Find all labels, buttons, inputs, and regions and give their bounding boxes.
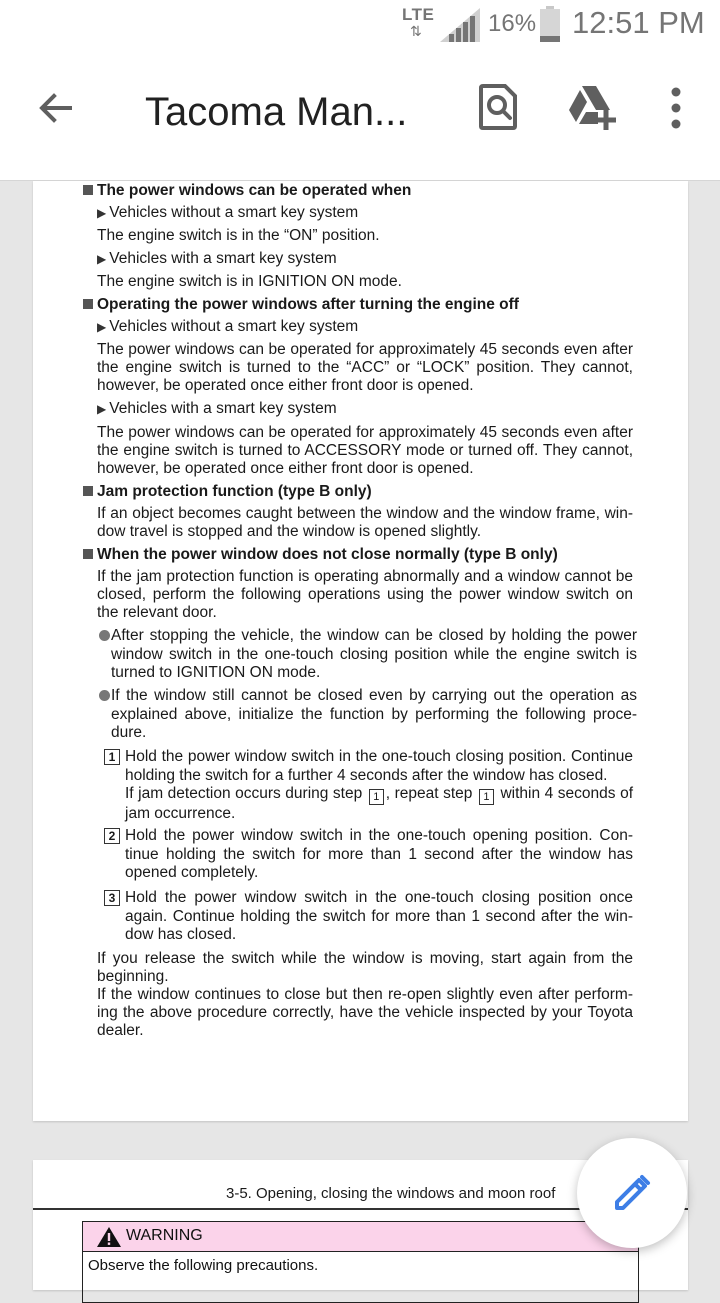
paragraph: The engine switch is in the “ON” position. bbox=[97, 227, 380, 244]
square-bullet-icon bbox=[83, 549, 93, 559]
data-arrows-icon: ⇅ bbox=[410, 23, 422, 39]
bullet-item: If the window still cannot be closed even by carrying out the operation as explained above, initialize the function by performing the following procedure. bbox=[111, 687, 637, 741]
more-vert-icon bbox=[664, 82, 688, 134]
edit-fab-button[interactable] bbox=[577, 1138, 687, 1248]
step-number: 3 bbox=[104, 890, 120, 906]
section-heading: Jam protection function (type B only) bbox=[83, 483, 372, 501]
battery-percent: 16% bbox=[488, 10, 537, 37]
section-heading: The power windows can be operated when bbox=[83, 182, 411, 200]
warning-header bbox=[83, 1222, 638, 1252]
subcondition-label: ▶ Vehicles with a smart key system bbox=[97, 400, 337, 417]
triangle-bullet-icon: ▶ bbox=[97, 320, 107, 334]
subcondition-label: ▶ Vehicles without a smart key system bbox=[97, 204, 359, 221]
add-to-drive-button[interactable] bbox=[566, 82, 618, 134]
subcondition-label: ▶ Vehicles with a smart key system bbox=[97, 250, 337, 267]
page-section-header: 3-5. Opening, closing the windows and moon roof bbox=[226, 1185, 556, 1202]
warning-text: Observe the following precautions. bbox=[88, 1257, 319, 1274]
square-bullet-icon bbox=[83, 486, 93, 496]
section-heading: When the power window does not close normally (type B only) bbox=[83, 546, 558, 564]
back-button[interactable] bbox=[30, 84, 80, 134]
triangle-bullet-icon: ▶ bbox=[97, 206, 107, 220]
step-text: Hold the power window switch in the one-touch closing position. Continue holding the switch for a further 4 seconds after the window has closed. bbox=[125, 748, 633, 784]
step-note: If jam detection occurs during step 1 , repeat step 1 within 4 seconds of jam occurrence. bbox=[125, 785, 633, 822]
paragraph: If the window continues to close but then re-open slightly even after performing the above procedure correctly, have the vehicle inspected by your Toyota dealer. bbox=[97, 986, 633, 1040]
section-heading: Operating the power windows after turning the engine off bbox=[83, 296, 519, 314]
paragraph: If you release the switch while the window is moving, start again from the beginning. bbox=[97, 950, 633, 986]
battery-icon bbox=[539, 6, 561, 42]
step-number: 2 bbox=[104, 828, 120, 844]
warning-label: WARNING bbox=[126, 1227, 203, 1244]
app-bar bbox=[0, 48, 720, 181]
clock: 12:51 PM bbox=[572, 5, 705, 40]
step-text: Hold the power window switch in the one-touch closing position once again. Continue holding the switch for more than 1 second after the window has closed. bbox=[125, 889, 633, 943]
document-page bbox=[33, 181, 688, 1121]
edit-pencil-icon bbox=[611, 1172, 653, 1214]
find-in-page-icon bbox=[474, 80, 522, 134]
paragraph: The power windows can be operated for approximately 45 seconds even after the engine switch is turned to ACCESSORY mode or turned off. They cannot, however, be operated once either front door is opened. bbox=[97, 424, 633, 478]
more-options-button[interactable] bbox=[664, 82, 688, 134]
circle-bullet-icon bbox=[99, 690, 110, 701]
triangle-bullet-icon: ▶ bbox=[97, 402, 107, 416]
step-number: 1 bbox=[104, 749, 120, 765]
subcondition-label: ▶ Vehicles without a smart key system bbox=[97, 318, 359, 335]
find-in-page-button[interactable] bbox=[474, 80, 522, 134]
square-bullet-icon bbox=[83, 299, 93, 309]
bullet-item: After stopping the vehicle, the window can be closed by holding the power window switch in the one-touch closing position while the engine switch is turned to IGNITION ON mode. bbox=[111, 627, 637, 681]
paragraph: The power windows can be operated for approximately 45 seconds even after the engine switch is turned to the “ACC” or “LOCK” position. They cannot, however, be operated once either front door is opened. bbox=[97, 341, 633, 395]
step-reference: 1 bbox=[479, 789, 494, 805]
circle-bullet-icon bbox=[99, 630, 110, 641]
add-to-drive-icon bbox=[566, 82, 618, 134]
back-arrow-icon bbox=[30, 84, 80, 134]
triangle-bullet-icon: ▶ bbox=[97, 252, 107, 266]
document-title: Tacoma Man... bbox=[145, 90, 408, 134]
step-reference: 1 bbox=[369, 789, 384, 805]
signal-icon bbox=[440, 8, 480, 42]
paragraph: If an object becomes caught between the window and the window frame, window travel is stopped and the window is opened slightly. bbox=[97, 505, 633, 541]
paragraph: If the jam protection function is operating abnormally and a window cannot be closed, perform the following operations using the power window switch on the relevant door. bbox=[97, 568, 633, 622]
square-bullet-icon bbox=[83, 185, 93, 195]
step-text: Hold the power window switch in the one-touch opening position. Continue holding the switch for more than 1 second after the window has opened completely. bbox=[125, 827, 633, 881]
paragraph: The engine switch is in IGNITION ON mode. bbox=[97, 273, 402, 290]
warning-triangle-icon bbox=[97, 1227, 121, 1247]
warning-box bbox=[82, 1221, 639, 1303]
status-bar bbox=[0, 0, 720, 48]
network-type: LTE bbox=[402, 5, 435, 24]
